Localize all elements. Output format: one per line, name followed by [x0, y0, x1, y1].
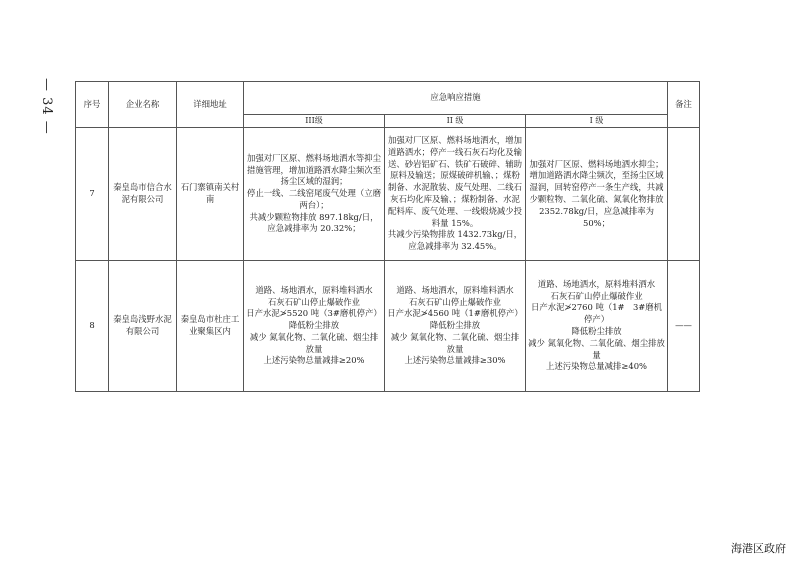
row-seq: 7 — [76, 128, 109, 261]
watermark: 海港区政府 — [731, 542, 786, 555]
table-row — [76, 128, 700, 261]
table-header-row — [76, 82, 700, 115]
header-seq: 序号 — [76, 82, 109, 128]
row-level3: 加强对厂区原、燃料场地洒水等抑尘措施管理，增加道路洒水降尘频次至扬尘区域的湿润； 停止一线、二线窑尾废气处理（立磨两台）； 共减少颗粒物排放 897.18kg/日，应急减排率为 20.32%； — [244, 128, 385, 261]
header-measures: 应急响应措施 — [244, 82, 668, 115]
row-level2: 道路、场地洒水，原料堆料洒水 石灰石矿山停止爆破作业 日产水泥≯4560 吨（1#磨机停产） 降低粉尘排放 减少 氮氧化物、二氧化硫、烟尘排放量 上述污染物总量减排≥30% — [385, 261, 526, 392]
row-seq: 8 — [76, 261, 109, 392]
page-number: — 34 — — [39, 78, 54, 135]
row-company: 秦皇岛市信合水泥有限公司 — [109, 128, 177, 261]
table-row — [76, 261, 700, 392]
header-level1: I 级 — [526, 115, 668, 128]
row-address: 石门寨镇南关村南 — [177, 128, 244, 261]
header-level3: III级 — [244, 115, 385, 128]
header-level2: II 级 — [385, 115, 526, 128]
row-notes: —— — [668, 261, 700, 392]
header-company: 企业名称 — [109, 82, 177, 128]
row-address: 秦皇岛市杜庄工业聚集区内 — [177, 261, 244, 392]
emergency-measures-table — [75, 81, 700, 392]
header-notes: 备注 — [668, 82, 700, 128]
header-address: 详细地址 — [177, 82, 244, 128]
row-level1: 道路、场地洒水，原料堆料洒水 石灰石矿山停止爆破作业 日产水泥≯2760 吨（1# 3#磨机停产） 降低粉尘排放 减少 氮氧化物、二氧化硫、烟尘排放量 上述污染物总量减排≥40% — [526, 261, 668, 392]
row-notes — [668, 128, 700, 261]
row-company: 秦皇岛浅野水泥有限公司 — [109, 261, 177, 392]
row-level2: 加强对厂区原、燃料场地洒水，增加道路洒水；停产一线石灰石均化及输送、砂岩铝矿石、铁矿石破碎、辅助原料及输送；原煤破碎机输、；煤粉制备、水泥散装、废气处理、二线石灰石均化库及输、；煤粉制备、水泥配料库、废气处理、一线煅烧减少投料量 15%。 共减少污染物排放 1432.73kg/日，应急减排率为 32.45%。 — [385, 128, 526, 261]
row-level3: 道路、场地洒水，原料堆料洒水 石灰石矿山停止爆破作业 日产水泥≯5520 吨（3#磨机停产） 降低粉尘排放 减少 氮氧化物、二氧化硫、烟尘排放量 上述污染物总量减排≥20% — [244, 261, 385, 392]
row-level1: 加强对厂区原、燃料场地洒水抑尘；增加道路洒水降尘频次，至扬尘区域湿润，回转窑停产一条生产线，共减少颗粒物、二氧化硫、氮氧化物排放 2352.78kg/日，应急减排率为 50%； — [526, 128, 668, 261]
